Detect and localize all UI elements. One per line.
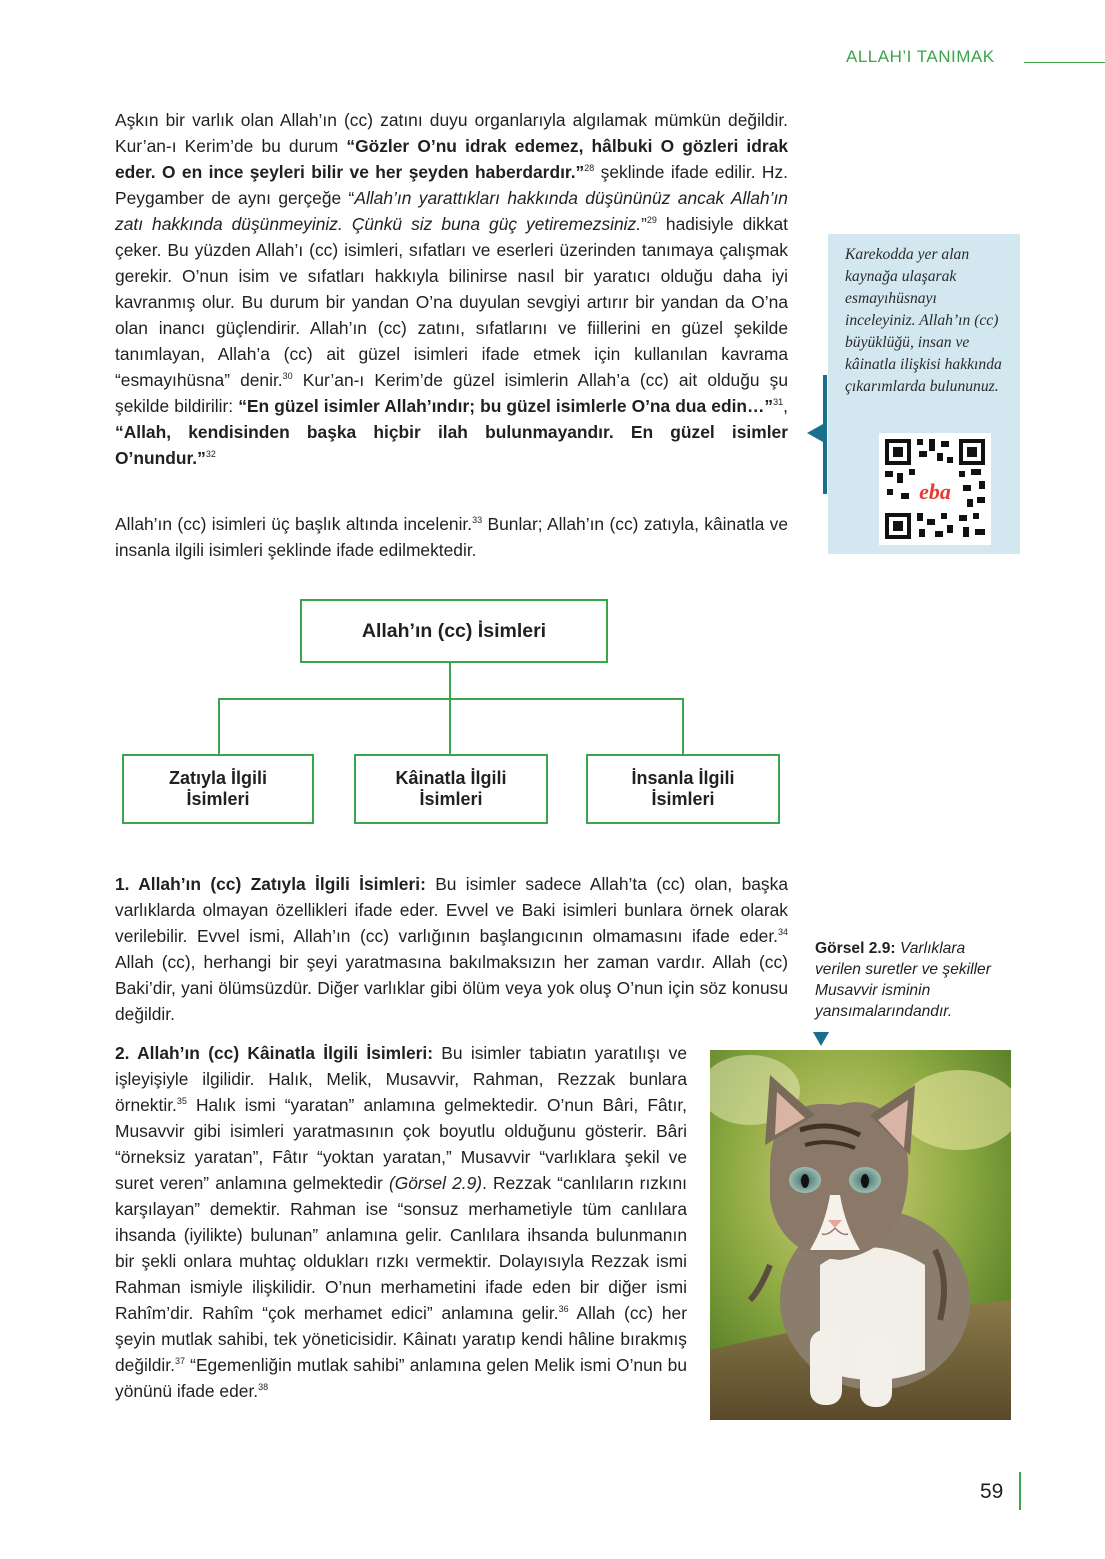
diagram-connector xyxy=(449,663,451,699)
diagram-node-label: İsimleri xyxy=(186,789,250,809)
quran-quote: “Gözler O’nu idrak edemez, hâlbuki O gözleri idrak eder. O en ince şeyleri bilir ve her şeyden haberdardır.” xyxy=(115,136,788,182)
paragraph-intro xyxy=(115,107,788,471)
diagram-node-insan xyxy=(586,754,780,824)
diagram-connector xyxy=(449,698,451,754)
text-run: Allah (cc), herhangi bir şeyi yaratmasına bakılmaksızın her zaman vardır. Allah (cc) Baki’dir, yani ölümsüzdür. Diğer varlıklar gibi ölüm veya yok oluş O’nun için söz konusu değildir. xyxy=(115,952,788,1024)
names-diagram xyxy=(118,597,782,825)
quran-quote: “En güzel isimler Allah’ındır; bu güzel isimlerle O’na dua edin…” xyxy=(238,396,774,416)
quran-quote: “Allah, kendisinden başka hiçbir ilah bulunmayandır. En güzel isimler O’nundur.” xyxy=(115,422,788,468)
diagram-node-zat xyxy=(122,754,314,824)
footnote-ref: 37 xyxy=(174,1356,185,1366)
footnote-ref: 36 xyxy=(558,1304,569,1314)
diagram-node-label: İsimleri xyxy=(651,789,715,809)
figure-label: Görsel 2.9: xyxy=(815,940,896,957)
text-run: ” xyxy=(641,214,647,234)
paragraph-categories xyxy=(115,511,788,563)
running-header: ALLAH’I TANIMAK xyxy=(846,47,995,66)
figure-caption-text: Varlıklara verilen suretler ve şekiller Musavvir isminin yansımalarındandır. xyxy=(815,940,991,1020)
side-note-marker-bar xyxy=(823,375,827,494)
diagram-connector xyxy=(218,698,684,700)
footnote-ref: 31 xyxy=(773,397,784,407)
side-note-pointer-icon xyxy=(807,424,823,442)
footnote-ref: 30 xyxy=(282,371,293,381)
text-run: Allah’ın (cc) isimleri üç başlık altında incelenir. xyxy=(115,514,473,534)
text-run: Allah (cc) her şeyin mutlak sahibi, tek yöneticisidir. Kâinatı yaratıp kendi hâline bırakmış değildir. xyxy=(115,1303,687,1375)
qr-logo-text: eba xyxy=(919,479,951,504)
diagram-node-label: İsimleri xyxy=(419,789,483,809)
text-run: Bu isimler sadece Allah’ta (cc) olan, başka varlıklarda olmayan özellikleri ifade eder. Evvel ve Baki isimleri bunlara örnek olarak verilebilir. Evvel ismi, Allah’ın (cc) varlığının başlangıcının olmamasını ifade eder. xyxy=(115,874,788,946)
qr-code[interactable] xyxy=(879,433,991,545)
kitten-image xyxy=(710,1050,1011,1420)
caption-pointer-icon xyxy=(813,1032,829,1046)
text-run: Bu isimler tabiatın yaratılışı ve işleyişiyle ilgilidir. Halık, Melik, Musavvir, Rahman, Rezzak bunlara örnektir. xyxy=(115,1043,688,1115)
text-run: Bunlar; Allah’ın (cc) zatıyla, kâinatla ve insanla ilgili isimleri şeklinde ifade edilmektedir. xyxy=(115,514,788,560)
footnote-ref: 34 xyxy=(777,927,788,937)
footnote-ref: 32 xyxy=(205,449,216,459)
figure-reference: (Görsel 2.9) xyxy=(388,1173,483,1193)
footnote-ref: 28 xyxy=(584,163,595,173)
diagram-root-label: Allah’ın (cc) İsimleri xyxy=(361,619,547,642)
text-run: . Rezzak “canlıların rızkını karşılayan” demektir. Rahman ise “sonsuz merhametiyle tüm canlılara ihsanda (iyilikte) bulunan” anlamına gelir. Canlılara ihsanda bulunmanın bir şekli onlara muhtaç oldukları rızkı vermektir. Dolayısıyla Rezzak ismi Rahman ismiyle ilişkilidir. O’nun merhametini ifade eden bir diğer ismi Rahîm’dir. Rahîm “çok merhamet edici” anlamına gelir. xyxy=(115,1173,687,1323)
text-run: Aşkın bir varlık olan Allah’ın (cc) zatını duyu organlarıyla algılamak mümkün değildir. Kur’an-ı Kerim’de bu durum xyxy=(115,110,788,156)
diagram-node-kainat xyxy=(354,754,548,824)
kitten-photo xyxy=(710,1050,1011,1420)
text-run: Halık ismi “yaratan” anlamına gelmektedir. O’nun Bâri, Fâtır, Musavvir gibi isimleri yaratmasının çok boyutlu olduğunu gösterir. Bâri “örneksiz yaratan”, Fâtır “yoktan yaratan,” Musavvir “varlıklara şekil ve suret veren” anlamına gelmektedir xyxy=(115,1095,687,1193)
footnote-ref: 35 xyxy=(176,1096,187,1106)
paragraph-zat-names xyxy=(115,871,788,1027)
section-heading: 1. Allah’ın (cc) Zatıyla İlgili İsimleri: xyxy=(115,874,426,894)
diagram-root-node xyxy=(300,599,608,663)
paragraph-kainat-names xyxy=(115,1040,687,1404)
qr-code-icon xyxy=(879,433,991,545)
footnote-ref: 38 xyxy=(258,1382,269,1392)
text-run: “Egemenliğin mutlak sahibi” anlamına gelen Melik ismi O’nun bu yönünü ifade eder. xyxy=(115,1355,687,1401)
text-run: hadisiyle dikkat çeker. Bu yüzden Allah’ı (cc) isimleri, sıfatları ve eserleri üzerinden tanımaya çalışmak gerekir. O’nun isim ve sıfatları hakkıyla bilinirse nasıl bir yaratıcı olduğu daha iyi kavranmış olur. Bu durum bir yandan O’na duyulan sevgiyi artırır bir yandan da O’na olan inancı güçlendirir. Allah’ın (cc) zatını, sıfatlarını ve fiillerini en güzel şekilde tanımlayan, Allah’a (cc) ait güzel isimleri ifade etmek için kullanılan kavrama “esmayıhüsna” denir. xyxy=(115,214,788,390)
text-run: , xyxy=(783,396,788,416)
page-number-rule xyxy=(1019,1472,1021,1510)
page-number: 59 xyxy=(980,1480,1004,1503)
footnote-ref: 33 xyxy=(472,515,483,525)
diagram-node-label: İnsanla İlgili xyxy=(631,768,735,788)
text-run: Kur’an-ı Kerim’de güzel isimlerin Allah’a (cc) ait olduğu şu şekilde bildirilir: xyxy=(115,370,788,416)
section-heading: 2. Allah’ın (cc) Kâinatla İlgili İsimleri: xyxy=(115,1043,434,1063)
figure-caption xyxy=(815,938,1015,1022)
diagram-node-label: Zatıyla İlgili xyxy=(168,768,268,788)
header-rule xyxy=(1024,62,1105,63)
text-run: şeklinde ifade edilir. Hz. Peygamber de aynı gerçeğe “ xyxy=(115,162,789,208)
footnote-ref: 29 xyxy=(646,215,657,225)
diagram-node-label: Kâinatla İlgili xyxy=(395,768,507,788)
side-note-text: Karekodda yer alan kaynağa ulaşarak esmayıhüsnayı inceleyiniz. Allah’ın (cc) büyüklüğü, insan ve kâinatla ilişkisi hakkında çıkarımlarda bulununuz. xyxy=(845,246,1002,395)
hadith-quote: Allah’ın yarattıkları hakkında düşününüz ancak Allah’ın zatı hakkında düşünmeyiniz. Çünkü siz buna güç yetiremezsiniz. xyxy=(115,188,788,234)
diagram-connector xyxy=(682,698,684,754)
diagram-connector xyxy=(218,698,220,754)
side-note-box xyxy=(828,234,1020,554)
